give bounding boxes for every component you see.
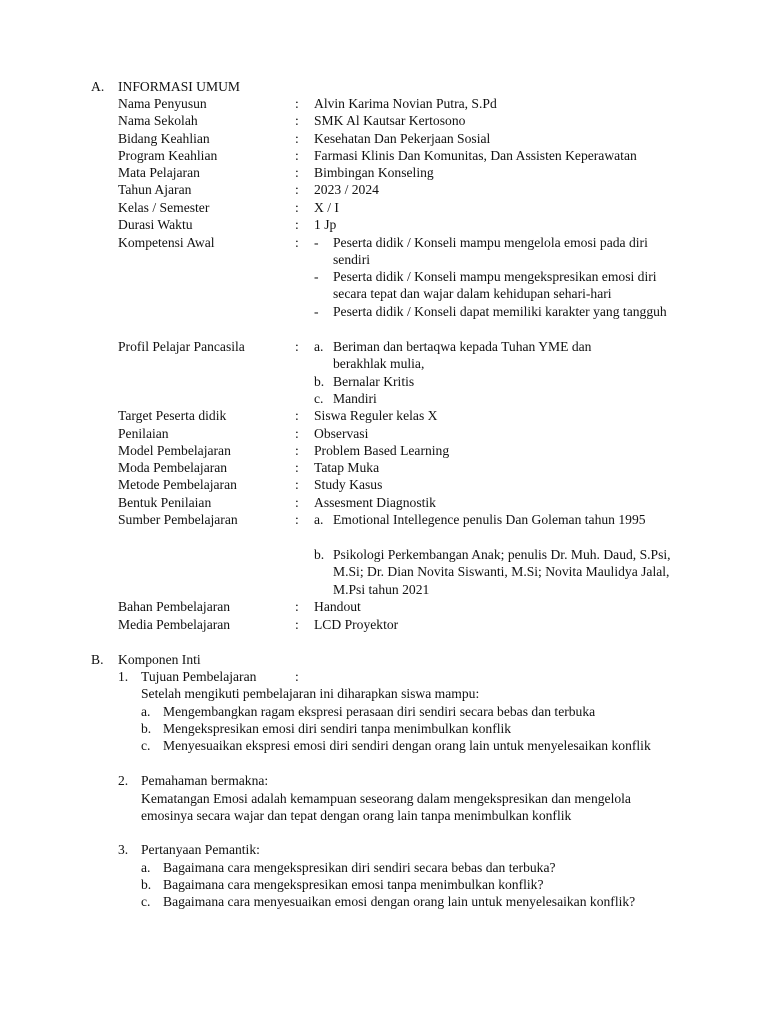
tujuan-number: 1. [118,669,129,684]
field-row-moda-pembelajaran [0,459,768,476]
field-row-mata-pelajaran [0,164,768,181]
field-label: Profil Pelajar Pancasila [118,339,245,354]
list-marker: c. [141,894,151,909]
field-value: Handout [314,599,361,614]
field-value: LCD Proyektor [314,617,399,632]
list-item-text: Mandiri [333,391,377,406]
field-value: Tatap Muka [314,460,380,475]
field-colon: : [295,495,299,510]
field-colon: : [295,235,299,250]
field-label: Kompetensi Awal [118,235,215,250]
tujuan-colon: : [295,669,299,684]
field-label: Kelas / Semester [118,200,210,215]
pemahaman-label: Pemahaman bermakna: [141,773,269,788]
field-label: Penilaian [118,426,169,441]
field-row-kelas-semester [0,199,768,216]
field-row-target-peserta [0,407,768,424]
pertanyaan-label: Pertanyaan Pemantik: [141,842,260,857]
tujuan-intro: Setelah mengikuti pembelajaran ini diharapkan siswa mampu: [141,686,480,701]
field-label: Sumber Pembelajaran [118,512,238,527]
section-a-marker: A. [91,79,105,94]
field-row-model-pembelajaran [0,442,768,459]
field-label: Bentuk Penilaian [118,495,212,510]
list-marker: b. [314,547,325,562]
field-label: Target Peserta didik [118,408,227,423]
field-label: Model Pembelajaran [118,443,231,458]
section-b-title: Komponen Inti [118,652,201,667]
list-item-text: Mengembangkan ragam ekspresi perasaan diri sendiri secara bebas dan terbuka [163,704,596,719]
list-marker: a. [314,339,324,354]
field-label: Moda Pembelajaran [118,460,228,475]
field-colon: : [295,512,299,527]
field-label: Metode Pembelajaran [118,477,237,492]
field-value: SMK Al Kautsar Kertosono [314,113,466,128]
list-marker: - [314,269,319,284]
list-marker: c. [141,738,151,753]
field-label: Program Keahlian [118,148,218,163]
field-label: Mata Pelajaran [118,165,200,180]
field-colon: : [295,443,299,458]
field-colon: : [295,165,299,180]
field-row-metode-pembelajaran [0,476,768,493]
field-row-penilaian [0,425,768,442]
field-row-durasi-waktu [0,216,768,233]
pemahaman-number: 2. [118,773,129,788]
field-value: Bimbingan Konseling [314,165,434,180]
field-colon: : [295,217,299,232]
field-row-bidang-keahlian [0,130,768,147]
field-value: Kesehatan Dan Pekerjaan Sosial [314,131,491,146]
field-value: Alvin Karima Novian Putra, S.Pd [314,96,497,111]
field-value: 2023 / 2024 [314,182,379,197]
field-colon: : [295,460,299,475]
field-colon: : [295,617,299,632]
list-marker: - [314,304,319,319]
tujuan-pembelajaran [0,668,768,772]
field-colon: : [295,131,299,146]
field-colon: : [295,182,299,197]
section-b-marker: B. [91,652,104,667]
list-item-text: Peserta didik / Konseli dapat memiliki karakter yang tangguh [333,304,667,319]
field-value: Assesment Diagnostik [314,495,436,510]
list-item-text: Bagaimana cara mengekspresikan diri sendiri secara bebas dan terbuka? [163,860,556,875]
field-colon: : [295,339,299,354]
pemahaman-bermakna [0,772,768,841]
list-marker: b. [141,877,152,892]
field-colon: : [295,599,299,614]
list-marker: b. [141,721,152,736]
field-colon: : [295,200,299,215]
list-marker: b. [314,374,325,389]
field-row-nama-sekolah [0,112,768,129]
field-colon: : [295,477,299,492]
list-item-text: Beriman dan bertaqwa kepada Tuhan YME dan berakhlak mulia, [333,339,592,372]
field-row-tahun-ajaran [0,181,768,198]
field-colon: : [295,148,299,163]
field-value: Study Kasus [314,477,383,492]
field-label: Tahun Ajaran [118,182,192,197]
field-row-bahan-pembelajaran [0,598,768,615]
list-item-text: Bagaimana cara menyesuaikan emosi dengan orang lain untuk menyelesaikan konflik? [163,894,636,909]
list-marker: a. [314,512,324,527]
field-colon: : [295,408,299,423]
field-value: Siswa Reguler kelas X [314,408,438,423]
list-item-text: Mengekspresikan emosi diri sendiri tanpa menimbulkan konflik [163,721,512,736]
field-value: Observasi [314,426,369,441]
field-colon: : [295,96,299,111]
field-value: X / I [314,200,339,215]
field-label: Bidang Keahlian [118,131,210,146]
field-row-program-keahlian [0,147,768,164]
list-item-text: Peserta didik / Konseli mampu mengelola emosi pada diri sendiri [333,235,648,268]
field-row-sumber-pembelajaran [0,511,768,598]
list-item-text: Peserta didik / Konseli mampu mengekspresikan emosi diri secara tepat dan wajar dalam kehidupan sehari-hari [333,269,657,302]
field-label: Durasi Waktu [118,217,193,232]
field-value: Farmasi Klinis Dan Komunitas, Dan Assisten Keperawatan [314,148,637,163]
field-label: Media Pembelajaran [118,617,231,632]
field-row-bentuk-penilaian [0,494,768,511]
list-item-text: Menyesuaikan ekspresi emosi diri sendiri dengan orang lain untuk menyelesaikan konflik [163,738,651,753]
field-label: Nama Sekolah [118,113,198,128]
list-item-text: Psikologi Perkembangan Anak; penulis Dr. Muh. Daud, S.Psi, M.Si; Dr. Dian Novita Siswanti, M.Si; Novita Maulidya Jalal, M.Psi tahun 2021 [333,547,671,597]
tujuan-label: Tujuan Pembelajaran [141,669,257,684]
pertanyaan-pemantik [0,841,768,931]
list-marker: c. [314,391,324,406]
pemahaman-text: Kematangan Emosi adalah kemampuan seseorang dalam mengekspresikan dan mengelola emosinya secara wajar dan tepat dengan orang lain tanpa menimbulkan konflik [141,791,631,824]
field-value: Problem Based Learning [314,443,450,458]
list-marker: - [314,235,319,250]
pertanyaan-number: 3. [118,842,129,857]
list-item-text: Emotional Intellegence penulis Dan Goleman tahun 1995 [333,512,646,527]
list-item-text: Bernalar Kritis [333,374,415,389]
field-label: Nama Penyusun [118,96,207,111]
field-colon: : [295,113,299,128]
section-a-title: INFORMASI UMUM [118,79,240,94]
field-value: 1 Jp [314,217,337,232]
list-marker: a. [141,704,151,719]
field-label: Bahan Pembelajaran [118,599,231,614]
field-row-profil-pelajar [0,338,768,407]
list-marker: a. [141,860,151,875]
field-row-media-pembelajaran [0,616,768,633]
field-row-kompetensi-awal [0,234,768,337]
field-row-nama-penyusun [0,95,768,112]
field-colon: : [295,426,299,441]
list-item-text: Bagaimana cara mengekspresikan emosi tanpa menimbulkan konflik? [163,877,544,892]
